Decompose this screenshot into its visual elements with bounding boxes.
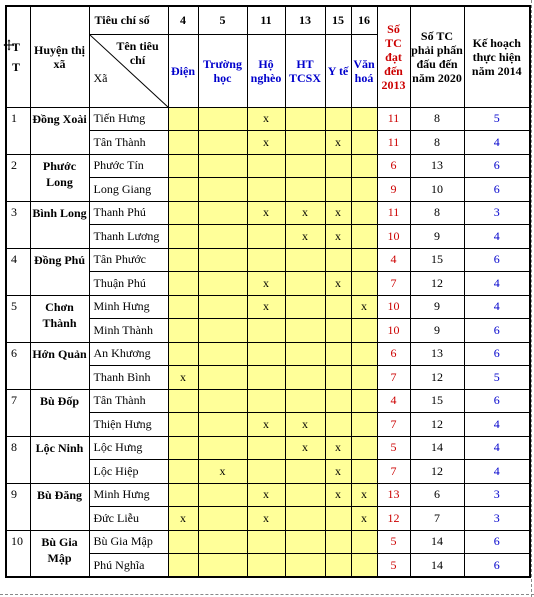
commune-name[interactable]: Tân Phước bbox=[89, 248, 168, 272]
criteria-mark-cell[interactable] bbox=[351, 413, 377, 437]
reached-2013-cell[interactable]: 5 bbox=[377, 554, 410, 578]
criteria-mark-cell[interactable] bbox=[325, 107, 351, 131]
criteria-mark-cell[interactable] bbox=[247, 342, 285, 366]
criteria-mark-cell[interactable] bbox=[285, 154, 325, 178]
reached-2013-cell[interactable]: 7 bbox=[377, 366, 410, 390]
plan-2014-cell[interactable]: 6 bbox=[464, 248, 530, 272]
commune-name[interactable]: Minh Thành bbox=[89, 319, 168, 343]
row-number[interactable]: 9 bbox=[6, 483, 30, 530]
plan-2014-cell[interactable]: 5 bbox=[464, 366, 530, 390]
must-2020-cell[interactable]: 14 bbox=[410, 530, 464, 554]
criteria-mark-cell[interactable] bbox=[325, 366, 351, 390]
plan-2014-cell[interactable]: 4 bbox=[464, 272, 530, 296]
commune-name[interactable]: Phú Nghĩa bbox=[89, 554, 168, 578]
criteria-mark-cell[interactable]: x bbox=[351, 507, 377, 531]
plan-2014-cell[interactable]: 5 bbox=[464, 107, 530, 131]
criteria-mark-cell[interactable]: x bbox=[247, 507, 285, 531]
commune-name[interactable]: Thuận Phú bbox=[89, 272, 168, 296]
commune-name[interactable]: Long Giang bbox=[89, 178, 168, 202]
criteria-mark-cell[interactable] bbox=[198, 507, 247, 531]
criteria-mark-cell[interactable] bbox=[198, 342, 247, 366]
header-num-5: 5 bbox=[198, 6, 247, 34]
criteria-mark-cell[interactable] bbox=[351, 154, 377, 178]
reached-2013-cell[interactable]: 4 bbox=[377, 248, 410, 272]
criteria-mark-cell[interactable] bbox=[325, 154, 351, 178]
commune-name[interactable]: Tân Thành bbox=[89, 389, 168, 413]
reached-2013-cell[interactable]: 11 bbox=[377, 201, 410, 225]
row-number[interactable]: 10 bbox=[6, 530, 30, 577]
district-name[interactable]: Hớn Quản bbox=[30, 342, 89, 389]
criteria-mark-cell[interactable] bbox=[168, 342, 198, 366]
reached-2013-cell[interactable]: 10 bbox=[377, 225, 410, 249]
table-row bbox=[6, 248, 530, 272]
criteria-mark-cell[interactable] bbox=[198, 413, 247, 437]
commune-name[interactable]: Lộc Hưng bbox=[89, 436, 168, 460]
reached-2013-cell[interactable]: 5 bbox=[377, 530, 410, 554]
criteria-mark-cell[interactable]: x bbox=[198, 460, 247, 484]
header-name-ht-tcsx: HT TCSX bbox=[285, 34, 325, 107]
header-commune: Xã bbox=[93, 70, 108, 85]
must-2020-cell[interactable]: 8 bbox=[410, 131, 464, 155]
criteria-mark-cell[interactable] bbox=[247, 225, 285, 249]
criteria-mark-cell[interactable] bbox=[351, 248, 377, 272]
header-stt bbox=[6, 6, 30, 107]
plan-2014-cell[interactable]: 6 bbox=[464, 389, 530, 413]
district-name[interactable]: Chơn Thành bbox=[30, 295, 89, 342]
criteria-mark-cell[interactable] bbox=[198, 389, 247, 413]
district-name[interactable]: Đồng Phú bbox=[30, 248, 89, 295]
criteria-mark-cell[interactable]: x bbox=[247, 107, 285, 131]
criteria-mark-cell[interactable] bbox=[285, 107, 325, 131]
row-number[interactable]: 2 bbox=[6, 154, 30, 201]
table-row bbox=[6, 530, 530, 554]
row-number[interactable]: 5 bbox=[6, 295, 30, 342]
criteria-mark-cell[interactable]: x bbox=[285, 201, 325, 225]
criteria-mark-cell[interactable] bbox=[198, 554, 247, 578]
criteria-mark-cell[interactable] bbox=[325, 389, 351, 413]
criteria-mark-cell[interactable] bbox=[285, 389, 325, 413]
row-number[interactable]: 7 bbox=[6, 389, 30, 436]
header-name-y-te: Y tế bbox=[325, 34, 351, 107]
criteria-mark-cell[interactable]: x bbox=[325, 201, 351, 225]
header-district: Huyện thị xã bbox=[30, 6, 89, 107]
criteria-mark-cell[interactable] bbox=[168, 295, 198, 319]
criteria-mark-cell[interactable]: x bbox=[325, 436, 351, 460]
commune-name[interactable]: Đức Liễu bbox=[89, 507, 168, 531]
must-2020-cell[interactable]: 13 bbox=[410, 342, 464, 366]
criteria-mark-cell[interactable] bbox=[285, 272, 325, 296]
criteria-mark-cell[interactable] bbox=[247, 530, 285, 554]
plan-2014-cell[interactable]: 4 bbox=[464, 295, 530, 319]
criteria-mark-cell[interactable] bbox=[285, 483, 325, 507]
criteria-table bbox=[5, 5, 531, 578]
criteria-mark-cell[interactable] bbox=[351, 530, 377, 554]
criteria-mark-cell[interactable] bbox=[351, 436, 377, 460]
criteria-mark-cell[interactable] bbox=[198, 154, 247, 178]
commune-name[interactable]: Thanh Bình bbox=[89, 366, 168, 390]
commune-name[interactable]: Thanh Phú bbox=[89, 201, 168, 225]
must-2020-cell[interactable]: 15 bbox=[410, 248, 464, 272]
criteria-mark-cell[interactable]: x bbox=[351, 295, 377, 319]
criteria-mark-cell[interactable]: x bbox=[168, 507, 198, 531]
criteria-mark-cell[interactable] bbox=[168, 319, 198, 343]
plan-2014-cell[interactable]: 4 bbox=[464, 413, 530, 437]
criteria-mark-cell[interactable] bbox=[325, 319, 351, 343]
criteria-mark-cell[interactable] bbox=[325, 342, 351, 366]
must-2020-cell[interactable]: 14 bbox=[410, 436, 464, 460]
criteria-mark-cell[interactable]: x bbox=[285, 413, 325, 437]
criteria-mark-cell[interactable] bbox=[168, 248, 198, 272]
must-2020-cell[interactable]: 15 bbox=[410, 389, 464, 413]
must-2020-cell[interactable]: 12 bbox=[410, 272, 464, 296]
page-break-bottom bbox=[0, 594, 534, 596]
district-name[interactable]: Bình Long bbox=[30, 201, 89, 248]
commune-name[interactable]: Bù Gia Mập bbox=[89, 530, 168, 554]
district-name[interactable]: Phước Long bbox=[30, 154, 89, 201]
reached-2013-cell[interactable]: 10 bbox=[377, 319, 410, 343]
must-2020-cell[interactable]: 10 bbox=[410, 178, 464, 202]
reached-2013-cell[interactable]: 12 bbox=[377, 507, 410, 531]
must-2020-cell[interactable]: 14 bbox=[410, 554, 464, 578]
reached-2013-cell[interactable]: 13 bbox=[377, 483, 410, 507]
criteria-mark-cell[interactable] bbox=[325, 507, 351, 531]
criteria-mark-cell[interactable] bbox=[351, 178, 377, 202]
criteria-mark-cell[interactable] bbox=[168, 554, 198, 578]
criteria-mark-cell[interactable] bbox=[198, 436, 247, 460]
criteria-mark-cell[interactable] bbox=[168, 107, 198, 131]
criteria-mark-cell[interactable] bbox=[351, 131, 377, 155]
criteria-mark-cell[interactable] bbox=[168, 483, 198, 507]
criteria-mark-cell[interactable] bbox=[247, 366, 285, 390]
row-number[interactable]: 3 bbox=[6, 201, 30, 248]
reached-2013-cell[interactable]: 7 bbox=[377, 460, 410, 484]
header-must-2020: Số TC phải phấn đấu đến năm 2020 bbox=[410, 6, 464, 107]
criteria-mark-cell[interactable] bbox=[285, 342, 325, 366]
criteria-mark-cell[interactable] bbox=[285, 178, 325, 202]
header-name-van-hoa: Văn hoá bbox=[351, 34, 377, 107]
criteria-mark-cell[interactable] bbox=[168, 460, 198, 484]
criteria-mark-cell[interactable] bbox=[168, 131, 198, 155]
criteria-mark-cell[interactable]: x bbox=[325, 225, 351, 249]
criteria-mark-cell[interactable] bbox=[198, 225, 247, 249]
must-2020-cell[interactable]: 7 bbox=[410, 507, 464, 531]
plan-2014-cell[interactable]: 6 bbox=[464, 178, 530, 202]
header-plan-2014: Kế hoạch thực hiện năm 2014 bbox=[464, 6, 530, 107]
header-reached-2013: Số TC đạt đến 2013 bbox=[377, 6, 410, 107]
reached-2013-cell[interactable]: 5 bbox=[377, 436, 410, 460]
header-stt-top: T bbox=[12, 39, 21, 54]
criteria-mark-cell[interactable] bbox=[285, 366, 325, 390]
criteria-mark-cell[interactable] bbox=[285, 530, 325, 554]
must-2020-cell[interactable]: 9 bbox=[410, 225, 464, 249]
criteria-mark-cell[interactable] bbox=[198, 248, 247, 272]
reached-2013-cell[interactable]: 6 bbox=[377, 154, 410, 178]
district-name[interactable]: Đồng Xoài bbox=[30, 107, 89, 154]
plan-2014-cell[interactable]: 6 bbox=[464, 554, 530, 578]
criteria-mark-cell[interactable] bbox=[247, 389, 285, 413]
criteria-mark-cell[interactable] bbox=[168, 154, 198, 178]
criteria-mark-cell[interactable] bbox=[168, 272, 198, 296]
table-row bbox=[6, 201, 530, 225]
criteria-mark-cell[interactable]: x bbox=[325, 131, 351, 155]
reached-2013-cell[interactable]: 6 bbox=[377, 342, 410, 366]
criteria-mark-cell[interactable] bbox=[351, 366, 377, 390]
district-name[interactable]: Bù Gia Mập bbox=[30, 530, 89, 577]
row-number[interactable]: 4 bbox=[6, 248, 30, 295]
criteria-mark-cell[interactable] bbox=[168, 436, 198, 460]
table-row bbox=[6, 154, 530, 178]
table-row bbox=[6, 295, 530, 319]
criteria-mark-cell[interactable]: x bbox=[325, 460, 351, 484]
criteria-mark-cell[interactable] bbox=[325, 178, 351, 202]
criteria-mark-cell[interactable]: x bbox=[351, 483, 377, 507]
reached-2013-cell[interactable]: 4 bbox=[377, 389, 410, 413]
criteria-mark-cell[interactable] bbox=[168, 178, 198, 202]
criteria-mark-cell[interactable] bbox=[285, 131, 325, 155]
header-name-dien: Điện bbox=[168, 34, 198, 107]
table-row bbox=[6, 342, 530, 366]
row-number[interactable]: 6 bbox=[6, 342, 30, 389]
plan-2014-cell[interactable]: 4 bbox=[464, 131, 530, 155]
criteria-mark-cell[interactable] bbox=[198, 178, 247, 202]
table-row bbox=[6, 436, 530, 460]
table-row bbox=[6, 483, 530, 507]
criteria-mark-cell[interactable] bbox=[198, 131, 247, 155]
reached-2013-cell[interactable]: 10 bbox=[377, 295, 410, 319]
criteria-mark-cell[interactable] bbox=[168, 530, 198, 554]
criteria-mark-cell[interactable] bbox=[351, 319, 377, 343]
header-num-15: 15 bbox=[325, 6, 351, 34]
row-number[interactable]: 8 bbox=[6, 436, 30, 483]
commune-name[interactable]: Minh Hưng bbox=[89, 295, 168, 319]
criteria-mark-cell[interactable]: x bbox=[247, 295, 285, 319]
district-name[interactable]: Lộc Ninh bbox=[30, 436, 89, 483]
criteria-mark-cell[interactable] bbox=[247, 436, 285, 460]
criteria-mark-cell[interactable]: x bbox=[247, 413, 285, 437]
criteria-mark-cell[interactable] bbox=[325, 248, 351, 272]
criteria-mark-cell[interactable] bbox=[325, 413, 351, 437]
commune-name[interactable]: Lộc Hiệp bbox=[89, 460, 168, 484]
criteria-mark-cell[interactable] bbox=[168, 225, 198, 249]
header-criteria-name: Tên tiêu chí bbox=[116, 38, 159, 67]
plan-2014-cell[interactable]: 4 bbox=[464, 460, 530, 484]
header-name-ho-ngheo: Hộ nghèo bbox=[247, 34, 285, 107]
criteria-mark-cell[interactable] bbox=[168, 413, 198, 437]
commune-name[interactable]: Thanh Lương bbox=[89, 225, 168, 249]
commune-name[interactable]: Phước Tín bbox=[89, 154, 168, 178]
criteria-mark-cell[interactable] bbox=[198, 107, 247, 131]
must-2020-cell[interactable]: 9 bbox=[410, 319, 464, 343]
commune-name[interactable]: Minh Hưng bbox=[89, 483, 168, 507]
header-stt-bottom: T bbox=[12, 59, 21, 74]
criteria-mark-cell[interactable] bbox=[198, 319, 247, 343]
criteria-mark-cell[interactable] bbox=[325, 554, 351, 578]
criteria-mark-cell[interactable]: x bbox=[247, 131, 285, 155]
criteria-mark-cell[interactable] bbox=[198, 295, 247, 319]
criteria-mark-cell[interactable]: x bbox=[247, 483, 285, 507]
row-number[interactable]: 1 bbox=[6, 107, 30, 154]
must-2020-cell[interactable]: 13 bbox=[410, 154, 464, 178]
plan-2014-cell[interactable]: 4 bbox=[464, 225, 530, 249]
reached-2013-cell[interactable]: 11 bbox=[377, 131, 410, 155]
criteria-mark-cell[interactable] bbox=[351, 201, 377, 225]
header-num-11: 11 bbox=[247, 6, 285, 34]
criteria-mark-cell[interactable] bbox=[198, 201, 247, 225]
criteria-mark-cell[interactable] bbox=[168, 389, 198, 413]
must-2020-cell[interactable]: 8 bbox=[410, 201, 464, 225]
criteria-mark-cell[interactable] bbox=[351, 554, 377, 578]
criteria-mark-cell[interactable] bbox=[247, 319, 285, 343]
table-row bbox=[6, 389, 530, 413]
criteria-mark-cell[interactable]: x bbox=[247, 201, 285, 225]
header-num-4: 4 bbox=[168, 6, 198, 34]
header-diagonal-cell bbox=[89, 34, 168, 107]
must-2020-cell[interactable]: 6 bbox=[410, 483, 464, 507]
header-name-truong-hoc: Trường học bbox=[198, 34, 247, 107]
reached-2013-cell[interactable]: 9 bbox=[377, 178, 410, 202]
plan-2014-cell[interactable]: 6 bbox=[464, 342, 530, 366]
must-2020-cell[interactable]: 12 bbox=[410, 366, 464, 390]
criteria-mark-cell[interactable]: x bbox=[325, 272, 351, 296]
criteria-mark-cell[interactable] bbox=[247, 154, 285, 178]
page-break-right bbox=[531, 0, 533, 597]
criteria-mark-cell[interactable] bbox=[247, 248, 285, 272]
reached-2013-cell[interactable]: 7 bbox=[377, 413, 410, 437]
criteria-mark-cell[interactable] bbox=[285, 507, 325, 531]
criteria-mark-cell[interactable] bbox=[285, 460, 325, 484]
plan-2014-cell[interactable]: 3 bbox=[464, 483, 530, 507]
header-num-13: 13 bbox=[285, 6, 325, 34]
header-num-16: 16 bbox=[351, 6, 377, 34]
criteria-mark-cell[interactable] bbox=[198, 366, 247, 390]
reached-2013-cell[interactable]: 11 bbox=[377, 107, 410, 131]
plan-2014-cell[interactable]: 4 bbox=[464, 436, 530, 460]
commune-name[interactable]: Tân Thành bbox=[89, 131, 168, 155]
reached-2013-cell[interactable]: 7 bbox=[377, 272, 410, 296]
criteria-mark-cell[interactable] bbox=[285, 319, 325, 343]
criteria-mark-cell[interactable]: x bbox=[285, 436, 325, 460]
must-2020-cell[interactable]: 12 bbox=[410, 413, 464, 437]
criteria-mark-cell[interactable] bbox=[247, 178, 285, 202]
criteria-mark-cell[interactable] bbox=[351, 272, 377, 296]
commune-name[interactable]: An Khương bbox=[89, 342, 168, 366]
header-criteria-no: Tiêu chí số bbox=[89, 6, 168, 34]
criteria-mark-cell[interactable]: x bbox=[168, 366, 198, 390]
criteria-mark-cell[interactable] bbox=[351, 342, 377, 366]
district-name[interactable]: Bù Đốp bbox=[30, 389, 89, 436]
criteria-mark-cell[interactable]: x bbox=[285, 225, 325, 249]
criteria-mark-cell[interactable] bbox=[198, 530, 247, 554]
plan-2014-cell[interactable]: 6 bbox=[464, 154, 530, 178]
criteria-mark-cell[interactable] bbox=[285, 554, 325, 578]
plan-2014-cell[interactable]: 6 bbox=[464, 530, 530, 554]
criteria-mark-cell[interactable] bbox=[325, 530, 351, 554]
criteria-mark-cell[interactable] bbox=[351, 225, 377, 249]
criteria-mark-cell[interactable]: x bbox=[247, 272, 285, 296]
criteria-mark-cell[interactable] bbox=[168, 201, 198, 225]
criteria-mark-cell[interactable] bbox=[285, 295, 325, 319]
criteria-mark-cell[interactable] bbox=[198, 272, 247, 296]
table-row bbox=[6, 107, 530, 131]
commune-name[interactable]: Thiện Hưng bbox=[89, 413, 168, 437]
criteria-mark-cell[interactable]: x bbox=[325, 483, 351, 507]
plan-2014-cell[interactable]: 6 bbox=[464, 319, 530, 343]
district-name[interactable]: Bù Đăng bbox=[30, 483, 89, 530]
must-2020-cell[interactable]: 8 bbox=[410, 107, 464, 131]
criteria-mark-cell[interactable] bbox=[198, 483, 247, 507]
criteria-mark-cell[interactable] bbox=[351, 107, 377, 131]
criteria-mark-cell[interactable] bbox=[285, 248, 325, 272]
must-2020-cell[interactable]: 12 bbox=[410, 460, 464, 484]
criteria-mark-cell[interactable] bbox=[351, 389, 377, 413]
plan-2014-cell[interactable]: 3 bbox=[464, 507, 530, 531]
criteria-mark-cell[interactable] bbox=[351, 460, 377, 484]
criteria-mark-cell[interactable] bbox=[247, 554, 285, 578]
plan-2014-cell[interactable]: 3 bbox=[464, 201, 530, 225]
commune-name[interactable]: Tiến Hưng bbox=[89, 107, 168, 131]
must-2020-cell[interactable]: 9 bbox=[410, 295, 464, 319]
criteria-mark-cell[interactable] bbox=[325, 295, 351, 319]
criteria-mark-cell[interactable] bbox=[247, 460, 285, 484]
